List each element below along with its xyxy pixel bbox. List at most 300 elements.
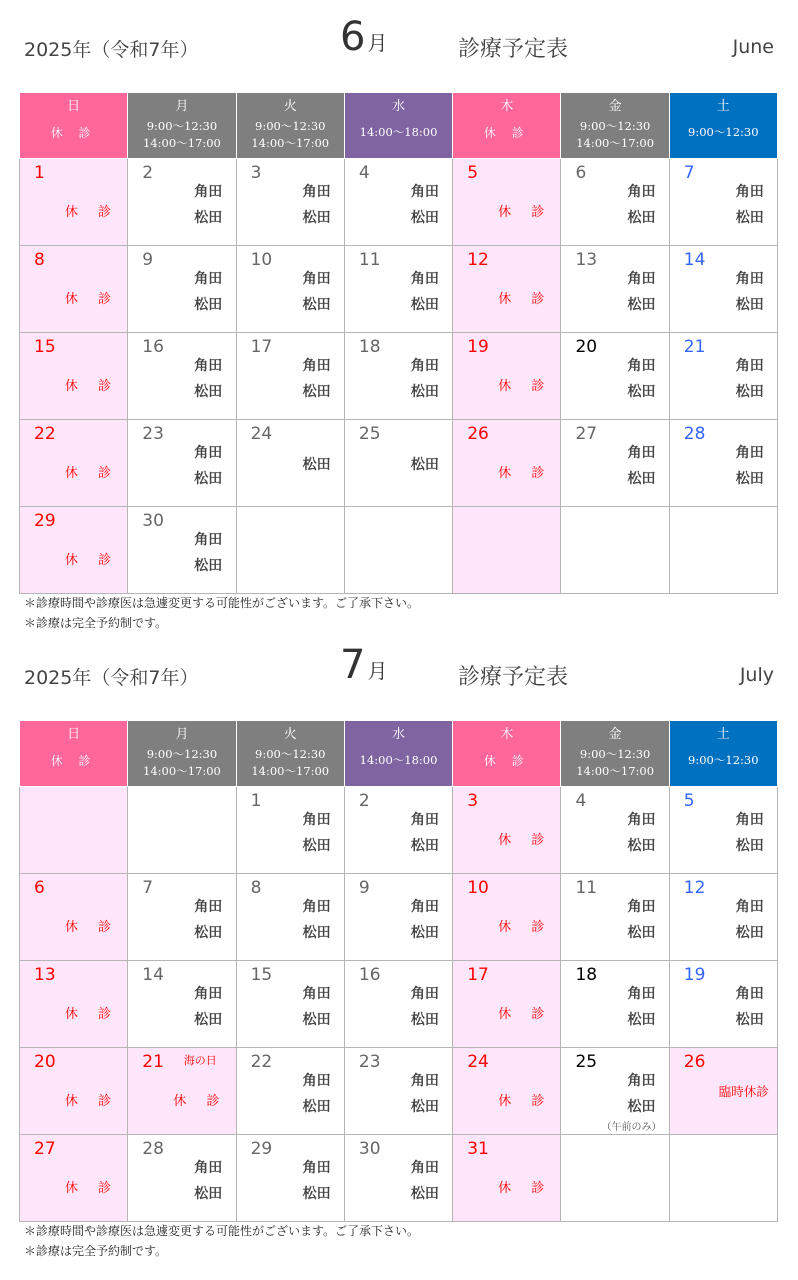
- closed-label: 休 診: [498, 379, 553, 394]
- consult-hours: 14:00～17:00: [576, 764, 655, 778]
- doctor-name: 角田: [627, 271, 656, 287]
- doctor-list: [617, 266, 665, 318]
- weekday-name: 水: [392, 727, 406, 742]
- doctor-list: [726, 440, 774, 492]
- doctor-name: 角田: [194, 445, 223, 461]
- week-row: [20, 246, 778, 333]
- doctor-name: 松田: [302, 1099, 331, 1115]
- doctor-list: [293, 1068, 341, 1120]
- doctor-list: [617, 981, 665, 1033]
- day-number: 26: [683, 1052, 706, 1072]
- doctor-name: 松田: [302, 457, 331, 473]
- month-number: [340, 642, 387, 688]
- day-cell: [236, 333, 344, 420]
- day-number: 29: [250, 1139, 273, 1159]
- day-cell: [453, 961, 561, 1048]
- closed-label: 休 診: [64, 379, 120, 394]
- holiday-name: 海の日: [183, 1054, 217, 1067]
- day-cell: [453, 1135, 561, 1222]
- doctor-name: 角田: [735, 899, 764, 915]
- doctor-name: 角田: [302, 271, 331, 287]
- doctor-list: [726, 353, 774, 405]
- day-number: 2: [142, 163, 154, 183]
- day-cell: [128, 1048, 236, 1135]
- day-cell: [344, 1135, 452, 1222]
- day-number: 22: [250, 1052, 273, 1072]
- day-number: 23: [142, 424, 164, 444]
- closed-label: 休 診: [498, 1094, 553, 1109]
- day-cell: [561, 333, 669, 420]
- doctor-name: 松田: [302, 838, 331, 854]
- doctor-name: 角田: [302, 1160, 331, 1176]
- day-cell: [669, 874, 777, 961]
- day-cell: [128, 333, 236, 420]
- day-cell: [20, 874, 128, 961]
- day-number: 28: [683, 424, 706, 444]
- consult-hours: 14:00～18:00: [359, 753, 438, 767]
- day-cell: [236, 246, 344, 333]
- doctor-name: 松田: [410, 925, 439, 941]
- doctor-list: [184, 179, 232, 231]
- doctor-name: 松田: [302, 210, 331, 226]
- doctor-list: [617, 440, 665, 492]
- footnote: ＊診療は完全予約制です。: [24, 616, 168, 630]
- day-cell: [344, 1048, 452, 1135]
- day-number: 25: [358, 424, 381, 444]
- calendar-header: [0, 642, 798, 720]
- doctor-list: [617, 353, 665, 405]
- doctor-name: 松田: [194, 210, 223, 226]
- day-number: 6: [34, 878, 45, 898]
- doctor-name: 松田: [627, 838, 656, 854]
- doctor-name: 松田: [735, 1012, 764, 1028]
- day-cell: [20, 159, 128, 246]
- day-cell: [128, 1135, 236, 1222]
- day-cell: [344, 333, 452, 420]
- day-number: 26: [467, 424, 489, 444]
- consult-hours: 9:00～12:30: [579, 747, 651, 761]
- doctor-name: 松田: [410, 1099, 439, 1115]
- weekday-name: 月: [175, 99, 189, 114]
- day-cell: [128, 507, 236, 594]
- doctor-list: [184, 981, 232, 1033]
- doctor-name: 角田: [735, 358, 764, 374]
- closed-label: 休 診: [50, 754, 97, 768]
- week-row: [20, 1135, 778, 1222]
- weekday-name: 月: [175, 727, 189, 742]
- day-number: 30: [358, 1139, 381, 1159]
- doctor-name: 角田: [194, 532, 223, 548]
- day-number: 5: [683, 791, 695, 811]
- weekday-header-sun: [20, 93, 128, 159]
- doctor-name: 角田: [194, 986, 223, 1002]
- doctor-name: 角田: [410, 899, 439, 915]
- day-cell: [669, 787, 777, 874]
- closed-label: 休 診: [498, 833, 553, 848]
- day-number: 1: [34, 163, 45, 183]
- day-number: 14: [142, 965, 164, 985]
- day-cell: [20, 1135, 128, 1222]
- consult-hours: 14:00～17:00: [251, 136, 330, 150]
- doctor-name: 松田: [410, 297, 439, 313]
- doctor-name: 角田: [410, 271, 439, 287]
- doctor-name: 松田: [194, 384, 223, 400]
- empty-cell: [236, 507, 344, 594]
- day-cell: [561, 246, 669, 333]
- day-cell: [453, 874, 561, 961]
- day-cell: [344, 420, 452, 507]
- day-cell: [236, 159, 344, 246]
- doctor-list: [293, 179, 341, 231]
- day-cell: [128, 159, 236, 246]
- doctor-name: 松田: [410, 210, 439, 226]
- closed-label: 休 診: [498, 920, 553, 935]
- doctor-name: 角田: [735, 184, 764, 200]
- doctor-name: 松田: [627, 1099, 656, 1115]
- doctor-list: [726, 179, 774, 231]
- doctor-name: 角田: [627, 812, 656, 828]
- day-cell: [669, 246, 777, 333]
- day-number: 16: [358, 965, 381, 985]
- weekday-header-fri: [561, 93, 669, 159]
- footnote: ＊診療時間や診療医は急遽変更する可能性がございます。ご了承下さい。: [24, 596, 420, 610]
- week-row: [20, 420, 778, 507]
- day-cell: [20, 420, 128, 507]
- doctor-list: [726, 266, 774, 318]
- day-cell: [561, 961, 669, 1048]
- doctor-list: [184, 440, 232, 492]
- closed-label: 休 診: [498, 466, 553, 481]
- weekday-name: 日: [67, 727, 81, 742]
- closed-label: 休 診: [64, 1007, 120, 1022]
- day-cell: [453, 333, 561, 420]
- doctor-name: 松田: [194, 297, 223, 313]
- week-row: [20, 1048, 778, 1135]
- month-number: [340, 14, 387, 60]
- doctor-name: 角田: [302, 812, 331, 828]
- day-number: 15: [250, 965, 273, 985]
- doctor-name: 松田: [627, 471, 656, 487]
- doctor-name: 角田: [194, 358, 223, 374]
- day-cell: [344, 961, 452, 1048]
- doctor-list: [617, 179, 665, 231]
- day-number: 6: [575, 163, 587, 183]
- day-number: 7: [683, 163, 695, 183]
- doctor-name: 角田: [302, 1073, 331, 1089]
- weekday-name: 火: [283, 727, 297, 742]
- day-cell: [20, 1048, 128, 1135]
- morning-only-note: （午前のみ）: [601, 1122, 662, 1133]
- week-row: [20, 159, 778, 246]
- weekday-name: 木: [500, 727, 514, 742]
- day-cell: [453, 1048, 561, 1135]
- doctor-name: 松田: [627, 384, 656, 400]
- day-cell: [669, 1048, 777, 1135]
- doctor-name: 松田: [302, 297, 331, 313]
- doctor-name: 松田: [735, 384, 764, 400]
- doctor-name: 松田: [410, 457, 439, 473]
- doctor-name: 松田: [194, 471, 223, 487]
- day-cell: [669, 961, 777, 1048]
- closed-label: 休 診: [64, 205, 120, 220]
- doctor-name: 角田: [735, 812, 764, 828]
- doctor-name: 角田: [194, 1160, 223, 1176]
- month-english: July: [739, 664, 774, 686]
- day-number: 22: [34, 424, 56, 444]
- weekday-name: 木: [500, 99, 514, 114]
- doctor-list: [617, 807, 665, 859]
- footnote: ＊診療は完全予約制です。: [24, 1244, 168, 1258]
- consult-hours: 9:00～12:30: [146, 119, 218, 133]
- doctor-name: 角田: [302, 358, 331, 374]
- day-number: 20: [575, 337, 598, 357]
- day-number: 5: [467, 163, 479, 183]
- consult-hours: 9:00～12:30: [579, 119, 651, 133]
- weekday-header-sat: [669, 721, 777, 787]
- doctor-name: 角田: [627, 899, 656, 915]
- doctor-name: 松田: [627, 297, 656, 313]
- month-kanji: 月: [367, 659, 388, 683]
- day-number: 20: [34, 1052, 56, 1072]
- doctor-name: 角田: [194, 184, 223, 200]
- day-cell: [453, 420, 561, 507]
- day-number: 28: [142, 1139, 164, 1159]
- day-number: 14: [683, 250, 706, 270]
- doctor-list: [293, 452, 341, 478]
- day-number: 2: [358, 791, 370, 811]
- doctor-list: [184, 894, 232, 946]
- month-number-digit: 6: [340, 14, 366, 60]
- doctor-name: 松田: [410, 384, 439, 400]
- doctor-name: 角田: [627, 445, 656, 461]
- day-number: 13: [34, 965, 56, 985]
- day-number: 9: [142, 250, 154, 270]
- schedule-title: 診療予定表: [458, 37, 569, 62]
- doctor-name: 松田: [302, 384, 331, 400]
- empty-cell: [561, 1135, 669, 1222]
- doctor-name: 松田: [627, 210, 656, 226]
- weekday-name: 金: [608, 99, 622, 114]
- doctor-name: 松田: [410, 838, 439, 854]
- day-cell: [236, 420, 344, 507]
- doctor-list: [184, 527, 232, 579]
- doctor-name: 角田: [410, 358, 439, 374]
- week-row: [20, 874, 778, 961]
- day-cell: [236, 1135, 344, 1222]
- day-number: 4: [575, 791, 587, 811]
- empty-cell: [453, 507, 561, 594]
- consult-hours: 9:00～12:30: [255, 119, 326, 133]
- day-number: 1: [250, 791, 262, 811]
- day-number: 17: [250, 337, 273, 357]
- week-row: [20, 961, 778, 1048]
- doctor-list: [293, 266, 341, 318]
- closed-label: 休 診: [483, 754, 530, 768]
- empty-cell: [669, 507, 777, 594]
- doctor-list: [726, 807, 774, 859]
- month-section: [0, 642, 798, 1258]
- doctor-list: [401, 452, 449, 478]
- doctor-name: 角田: [735, 986, 764, 1002]
- consult-hours: 9:00～12:30: [688, 125, 759, 139]
- doctor-name: 松田: [194, 925, 223, 941]
- consult-hours: 9:00～12:30: [688, 753, 759, 767]
- day-number: 18: [575, 965, 598, 985]
- doctor-list: [401, 179, 449, 231]
- day-cell: [669, 333, 777, 420]
- day-number: 3: [250, 163, 262, 183]
- closed-label: 休 診: [64, 292, 120, 307]
- doctor-name: 角田: [410, 812, 439, 828]
- consult-hours: 14:00～17:00: [576, 136, 655, 150]
- day-cell: [561, 420, 669, 507]
- weekday-header-sun: [20, 721, 128, 787]
- calendar-header: [0, 14, 798, 92]
- doctor-list: [184, 266, 232, 318]
- doctor-name: 松田: [735, 297, 764, 313]
- weekday-header-tue: [236, 721, 344, 787]
- day-cell: [344, 787, 452, 874]
- doctor-name: 松田: [410, 1012, 439, 1028]
- month-section: [0, 14, 798, 630]
- doctor-name: 角田: [302, 986, 331, 1002]
- weekday-header-wed: [344, 93, 452, 159]
- day-number: 29: [34, 511, 56, 531]
- day-number: 11: [575, 878, 598, 898]
- consult-hours: 9:00～12:30: [146, 747, 218, 761]
- doctor-list: [184, 353, 232, 405]
- closed-label: 休 診: [64, 920, 120, 935]
- month-english: June: [732, 36, 774, 58]
- day-number: 25: [575, 1052, 598, 1072]
- closed-label: 休 診: [64, 1094, 120, 1109]
- day-cell: [561, 874, 669, 961]
- schedule-title: 診療予定表: [458, 665, 569, 690]
- year-label: 2025年（令和7年）: [24, 667, 199, 689]
- doctor-name: 角田: [194, 899, 223, 915]
- doctor-name: 松田: [302, 1186, 331, 1202]
- weekday-name: 水: [392, 99, 406, 114]
- weekday-header-tue: [236, 93, 344, 159]
- doctor-list: [293, 353, 341, 405]
- day-cell: [128, 420, 236, 507]
- day-number: 7: [142, 878, 154, 898]
- closed-label: 休 診: [64, 466, 120, 481]
- day-number: 11: [358, 250, 381, 270]
- doctor-name: 角田: [627, 358, 656, 374]
- doctor-name: 角田: [735, 445, 764, 461]
- weekday-header-sat: [669, 93, 777, 159]
- weekday-header-thu: [453, 93, 561, 159]
- weekday-header-wed: [344, 721, 452, 787]
- consult-hours: 14:00～18:00: [359, 125, 438, 139]
- closed-label: 休 診: [50, 126, 97, 140]
- day-cell: [128, 961, 236, 1048]
- doctor-list: [726, 981, 774, 1033]
- empty-cell: [669, 1135, 777, 1222]
- day-cell: [236, 961, 344, 1048]
- weekday-name: 金: [608, 727, 622, 742]
- day-cell: [561, 787, 669, 874]
- week-row: [20, 787, 778, 874]
- consult-hours: 14:00～17:00: [143, 764, 221, 778]
- day-number: 21: [683, 337, 706, 357]
- day-number: 3: [467, 791, 479, 811]
- doctor-name: 角田: [410, 1073, 439, 1089]
- day-cell: [128, 874, 236, 961]
- day-number: 21: [142, 1052, 164, 1072]
- doctor-name: 角田: [302, 899, 331, 915]
- day-cell: [453, 246, 561, 333]
- weekday-header-fri: [561, 721, 669, 787]
- day-number: 4: [358, 163, 370, 183]
- day-number: 10: [250, 250, 273, 270]
- day-cell: [20, 507, 128, 594]
- doctor-list: [617, 1068, 665, 1120]
- doctor-name: 松田: [627, 1012, 656, 1028]
- empty-cell: [20, 787, 128, 874]
- doctor-list: [293, 1155, 341, 1207]
- day-number: 19: [683, 965, 706, 985]
- doctor-list: [401, 807, 449, 859]
- day-cell: [128, 246, 236, 333]
- doctor-list: [293, 807, 341, 859]
- weekday-name: 土: [716, 99, 730, 114]
- closed-label: 休 診: [498, 1007, 553, 1022]
- day-number: 8: [250, 878, 262, 898]
- closed-label: 休 診: [173, 1094, 228, 1109]
- doctor-name: 角田: [627, 184, 656, 200]
- doctor-list: [401, 266, 449, 318]
- day-number: 23: [358, 1052, 381, 1072]
- empty-cell: [561, 507, 669, 594]
- doctor-name: 角田: [627, 986, 656, 1002]
- weekday-name: 土: [716, 727, 730, 742]
- day-number: 24: [467, 1052, 489, 1072]
- doctor-name: 松田: [410, 1186, 439, 1202]
- day-number: 12: [683, 878, 706, 898]
- doctor-list: [184, 1155, 232, 1207]
- schedule-table: [19, 92, 778, 594]
- closed-label: 休 診: [483, 126, 530, 140]
- day-cell: [344, 874, 452, 961]
- month-number-digit: 7: [340, 642, 366, 688]
- day-number: 27: [34, 1139, 56, 1159]
- doctor-name: 松田: [735, 471, 764, 487]
- day-cell: [20, 333, 128, 420]
- doctor-list: [401, 894, 449, 946]
- day-cell: [344, 246, 452, 333]
- closed-label: 休 診: [498, 205, 553, 220]
- doctor-name: 角田: [302, 184, 331, 200]
- doctor-list: [726, 894, 774, 946]
- weekday-name: 火: [283, 99, 297, 114]
- closed-label: 休 診: [498, 1181, 553, 1196]
- day-cell: [453, 159, 561, 246]
- year-label: 2025年（令和7年）: [24, 39, 199, 61]
- day-cell: [561, 1048, 669, 1135]
- day-cell: [453, 787, 561, 874]
- day-cell: [236, 874, 344, 961]
- day-cell: [344, 159, 452, 246]
- day-number: 15: [34, 337, 56, 357]
- consult-hours: 14:00～17:00: [251, 764, 330, 778]
- day-cell: [236, 1048, 344, 1135]
- doctor-name: 角田: [194, 271, 223, 287]
- doctor-name: 松田: [194, 1012, 223, 1028]
- empty-cell: [344, 507, 452, 594]
- doctor-name: 松田: [627, 925, 656, 941]
